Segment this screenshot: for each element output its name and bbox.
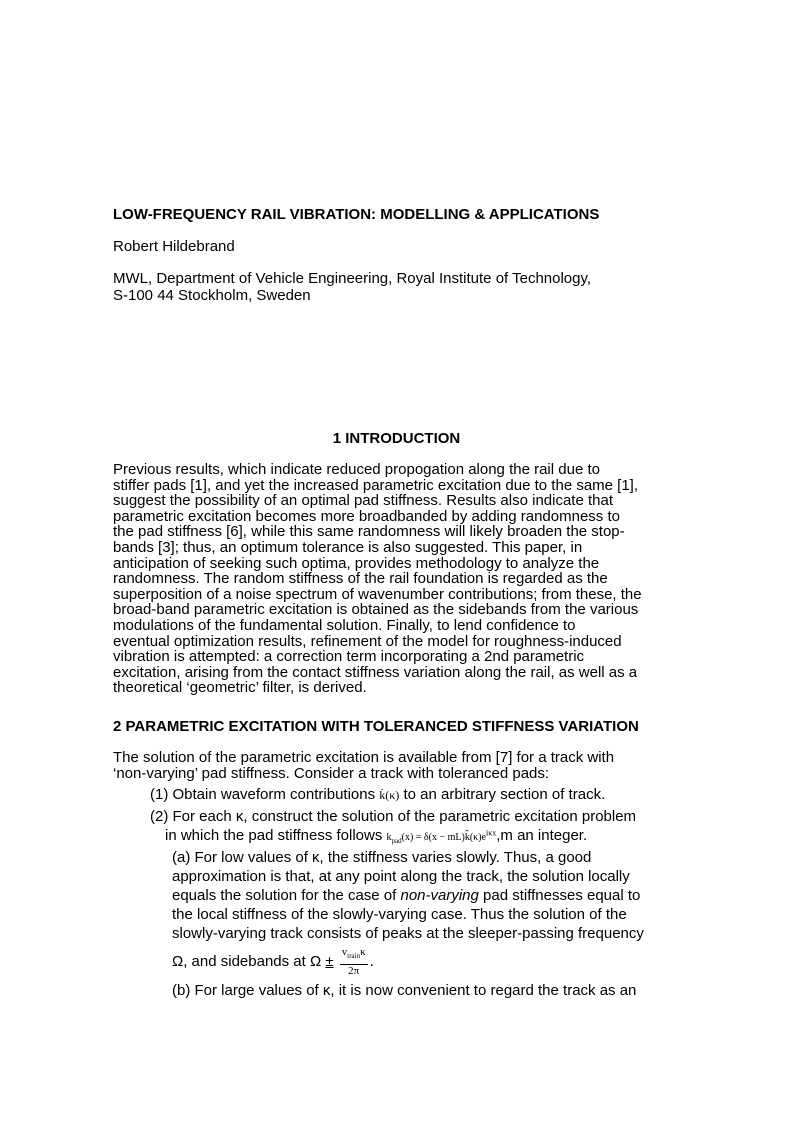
text-line: Previous results, which indicate reduced propogation along the rail due to [113,461,600,478]
affiliation-line: MWL, Department of Vehicle Engineering, Royal Institute of Technology, [113,270,592,287]
text: equals the solution for the case of [172,887,401,904]
text-line: anticipation of seeking such optima, provides methodology to analyze the [113,554,600,572]
sideband-fraction [340,946,368,977]
step-text: to an arbitrary section of track. [399,786,606,803]
text-line: broad-band parametric excitation is obtained as the sidebands from the various [113,601,639,619]
step-2-line2 [165,827,587,845]
text-line: eventual optimization results, refinement of the model for roughness-induced [113,632,622,650]
text-line: modulations of the fundamental solution. Finally, to lend confidence to [113,616,576,634]
step-text: in which the pad stiffness follows [165,827,387,844]
text-line: ‘non-varying’ pad stiffness. Consider a track with toleranced pads: [113,765,550,782]
case-a-line: (a) For low values of κ, the stiffness varies slowly. Thus, a good [172,849,592,866]
pad-stiffness-equation [386,828,497,845]
train-subscript: train [347,952,361,961]
step-2-line1: (2) For each κ, construct the solution of the parametric excitation problem [150,808,637,825]
text-line: superposition of a noise spectrum of wavenumber contributions; from these, the [113,585,642,603]
section-heading-parametric: 2 PARAMETRIC EXCITATION WITH TOLERANCED STIFFNESS VARIATION [113,718,639,735]
text-line: the pad stiffness [6], while this same randomness will likely broaden the stop- [113,523,625,541]
waveform-symbol: k̇(κ) [379,788,400,802]
fraction-denominator: 2π [348,964,360,977]
text-line: vibration is attempted: a correction term incorporating a 2nd parametric [113,648,585,666]
text: pad stiffnesses equal to [478,887,641,904]
text: Ω, and sidebands at Ω [172,953,326,970]
text-line: suggest the possibility of an optimal pad stiffness. Results also indicate that [113,492,614,510]
v-symbol: v [341,946,348,959]
italic-text: non-varying [400,887,479,904]
text-line: randomness. The random stiffness of the rail foundation is regarded as the [113,570,608,588]
case-b-line: (b) For large values of κ, it is now convenient to regard the track as an [172,982,637,999]
text: . [369,953,374,970]
eq-k: k [386,832,392,843]
fraction-numerator [340,946,368,964]
text-line: bands [3]; thus, an optimum tolerance is also suggested. This paper, in [113,538,583,556]
case-a-line: approximation is that, at any point along the track, the solution locally [172,868,630,885]
step-text: ,m an integer. [496,827,588,844]
paper-title: LOW-FREQUENCY RAIL VIBRATION: MODELLING & APPLICATIONS [113,206,600,223]
text-line: stiffer pads [1], and yet the increased parametric excitation due to the same [1], [113,476,639,494]
eq-body: (x) = δ(x − mL)k̂(κ)e [401,832,486,843]
kappa-symbol: κ [360,946,366,959]
eq-exponent: iκx [485,828,497,838]
text-line: excitation, arising from the contact stiffness variation along the rail, as well as a [113,663,638,681]
affiliation-line: S-100 44 Stockholm, Sweden [113,287,311,304]
case-a-line: the local stiffness of the slowly-varying case. Thus the solution of the [172,906,627,923]
case-a-sidebands [172,944,374,980]
eq-subscript: pad [391,837,402,845]
author-name: Robert Hildebrand [113,238,235,255]
introduction-paragraph [113,462,683,696]
section2-intro [113,750,614,782]
section-heading-introduction: 1 INTRODUCTION [332,430,461,447]
affiliation [113,270,591,304]
case-a-line: slowly-varying track consists of peaks at the sleeper-passing frequency [172,925,644,942]
text-line: The solution of the parametric excitation is available from [7] for a track with [113,749,615,766]
plus-minus: ± [325,953,334,970]
case-a-line [172,887,640,904]
step-1 [150,786,605,803]
step-text: (1) Obtain waveform contributions [150,786,380,803]
text-line: parametric excitation becomes more broadbanded by adding randomness to [113,507,620,525]
text-line: theoretical ‘geometric’ filter, is derived. [113,679,367,697]
